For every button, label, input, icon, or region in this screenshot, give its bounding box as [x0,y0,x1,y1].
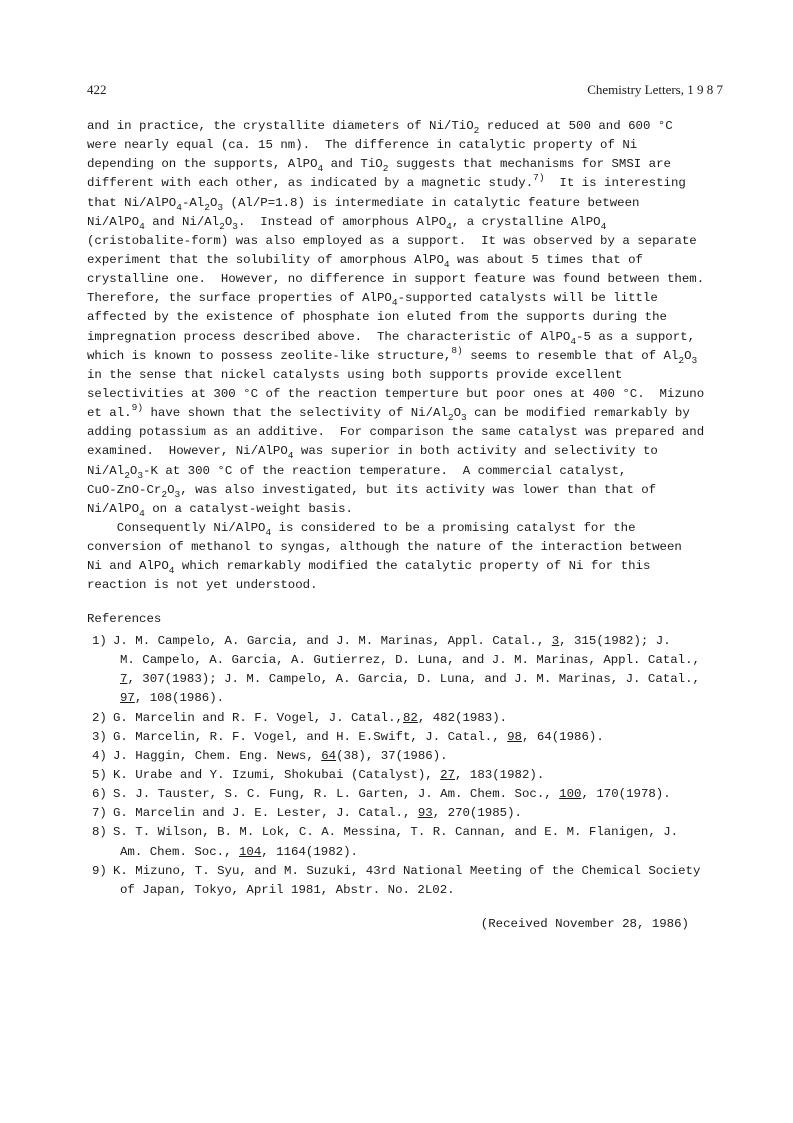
subscript: 3 [174,488,181,500]
text-line [87,136,727,155]
subscript: 3 [232,220,238,232]
citation-superscript: 7) [533,172,545,184]
reference-item [92,823,732,861]
reference-line [113,709,732,728]
references-heading: References [87,612,162,626]
text-line [87,500,727,519]
text-run: Ni/AlPO [87,214,140,229]
text-run: -K at 300 °C of the reaction temperature. A commercial catalyst, [143,463,627,478]
text-run: selectivities at 300 °C of the reaction temperture but poor ones at 400 °C. Mizuno [87,386,705,401]
subscript: 2 [219,220,225,232]
subscript: 4 [176,201,182,213]
text-run: O [453,406,462,421]
text-run: et al. [87,406,132,421]
subscript: 4 [446,220,452,232]
text-run: K. Urabe and Y. Izumi, Shokubai (Catalyst), [113,767,441,782]
text-run: that Ni/AlPO [87,195,177,210]
volume-number: 97 [120,691,135,706]
text-line [87,481,727,500]
text-line [87,538,727,557]
reference-item [92,804,732,823]
reference-number: 3) [92,729,107,744]
text-run: , 307(1983); J. M. Campelo, A. Garcia, D. Luna, and J. M. Marinas, J. Catal., [127,672,700,687]
text-run: J. M. Campelo, A. Garcia, and J. M. Marinas, Appl. Catal., [113,634,552,648]
text-line [87,251,727,270]
text-run: , 1164(1982). [261,844,358,859]
text-run: (Al/P=1.8) is intermediate in catalytic feature between [223,195,640,210]
reference-item [92,728,732,747]
text-run: CuO-ZnO-Cr [87,482,162,497]
text-line [87,404,727,423]
text-line [87,366,727,385]
text-run: S. J. Tauster, S. C. Fung, R. L. Garten, J. Am. Chem. Soc., [113,787,560,802]
subscript: 3 [137,469,144,481]
text-line [87,213,727,232]
subscript: 2 [473,125,480,136]
subscript: 4 [139,220,145,232]
text-run: was about 5 times that of [449,252,643,267]
text-run: crystalline one. However, no difference in support feature was found between them. [87,272,705,287]
text-run: which remarkably modified the catalytic property of Ni for this [174,559,651,574]
text-line [87,385,727,404]
subscript: 4 [287,450,294,462]
reference-number: 2) [92,710,107,725]
reference-line [113,651,732,670]
text-run: in the sense that nickel catalysts using both supports provide excellent [87,367,623,382]
text-run: S. T. Wilson, B. M. Lok, C. A. Messina, T. R. Cannan, and E. M. Flanigen, J. [113,825,679,840]
volume-number: 7 [120,672,128,687]
subscript: 4 [139,507,145,519]
text-run: depending on the supports, AlPO [87,157,318,172]
text-run: adding potassium as an additive. For comparison the same catalyst was prepared and [87,425,705,440]
subscript: 2 [447,412,454,424]
subscript: 4 [600,220,607,232]
reference-line [113,689,732,708]
text-run: , 482(1983). [417,710,508,725]
reference-item [92,862,732,900]
text-line [87,232,727,251]
text-run: M. Campelo, A. Garcia, A. Gutierrez, D. Luna, and J. M. Marinas, Appl. Catal., [120,653,700,668]
reference-item [92,766,732,785]
text-run: , 64(1986). [521,729,604,744]
reference-line [113,881,732,900]
text-run: Consequently Ni/AlPO [87,520,266,535]
text-run: -supported catalysts will be little [397,291,658,306]
text-run: and Ni/Al [144,214,220,229]
references-list [92,632,732,900]
subscript: 4 [317,163,324,175]
text-run: Am. Chem. Soc., [120,844,239,859]
text-run: have shown that the selectivity of Ni/Al [143,406,448,421]
reference-item [92,785,732,804]
reference-item [92,709,732,728]
text-run: , a crystalline AlPO [451,214,601,229]
text-run: (38), 37(1986). [336,748,448,763]
text-run: , 315(1982); J. [559,634,671,648]
text-line [87,308,727,327]
reference-number: 9) [92,863,107,878]
text-run: G. Marcelin and R. F. Vogel, J. Catal., [113,710,403,725]
text-run: conversion of methanol to syngas, although the nature of the interaction between [87,540,682,555]
text-run: , was also investigated, but its activity was lower than that of [180,482,657,497]
volume-number: 3 [551,634,560,648]
text-line [87,117,727,136]
text-run: , 108(1986). [134,691,225,706]
volume-number: 100 [559,787,582,802]
text-run: . Instead of amorphous AlPO [237,214,447,229]
reference-item [92,747,732,766]
reference-number: 8) [92,825,107,840]
text-run: It is interesting [544,176,686,191]
reference-line [113,843,732,862]
text-run: , 183(1982). [455,767,545,782]
text-run: O [167,482,175,497]
reference-number: 6) [92,787,107,802]
text-line [87,270,727,289]
text-run: impregnation process described above. The characteristic of AlPO [87,329,571,344]
text-line [87,328,727,347]
volume-number: 82 [403,710,418,725]
reference-line [113,766,732,785]
text-run: , 270(1985). [432,806,522,821]
text-run: is considered to be a promising catalyst for the [271,520,636,535]
paragraph-conclusion [87,519,727,596]
subscript: 2 [161,488,168,500]
subscript: 4 [391,297,398,309]
reference-item [92,632,732,709]
text-line [87,344,727,366]
text-run: of Japan, Tokyo, April 1981, Abstr. No. 2L02. [120,882,455,897]
text-line [87,557,727,576]
text-line [87,194,727,213]
page-number: 422 [87,82,107,97]
text-run: G. Marcelin and J. E. Lester, J. Catal., [113,806,418,821]
subscript: 2 [678,354,685,366]
received-date: (Received November 28, 1986) [480,917,689,931]
text-run: suggests that mechanisms for SMSI are [388,157,671,172]
text-line [87,423,727,442]
text-line [87,442,727,461]
volume-number: 93 [417,806,433,821]
text-run: J. Haggin, Chem. Eng. News, [113,748,322,763]
citation-superscript: 8) [451,344,463,356]
text-run: seems to resemble that of Al [462,348,679,363]
body-text [87,117,727,596]
subscript: 3 [217,201,224,213]
text-run: was superior in both activity and selectivity to [293,444,658,459]
text-run: affected by the existence of phosphate ion eluted from the supports during the [87,310,667,325]
volume-number: 98 [507,729,522,744]
text-run: O [129,463,138,478]
reference-line [113,862,732,881]
text-run: Therefore, the surface properties of AlPO [87,291,392,306]
journal-running-head: Chemistry Letters, 1 9 8 7 [587,82,723,97]
reference-line [113,823,732,842]
reference-line [113,670,732,689]
paragraph-discussion [87,117,727,519]
subscript: 4 [570,335,577,347]
text-run: examined. However, Ni/AlPO [87,444,288,459]
text-line [87,155,727,174]
text-run: (cristobalite-form) was also employed as a support. It was observed by a separate [87,233,697,248]
reference-line [113,804,732,823]
text-run: G. Marcelin, R. F. Vogel, and H. E.Swift, J. Catal., [113,729,508,744]
volume-number: 104 [238,844,262,859]
text-run: were nearly equal (ca. 15 nm). The difference in catalytic property of Ni [87,138,638,153]
text-run: reduced at 500 and 600 °C [479,119,673,133]
text-run: different with each other, as indicated by a magnetic study. [87,176,534,191]
text-run: on a catalyst-weight basis. [144,501,353,516]
text-run: O [224,214,233,229]
reference-line [113,747,732,766]
reference-number: 7) [92,806,107,821]
reference-number: 5) [92,767,107,782]
text-line [87,462,727,481]
text-run: Ni/Al [87,463,125,478]
subscript: 4 [265,526,272,538]
reference-number: 1) [92,634,107,648]
text-run: and in practice, the crystallite diameters of Ni/TiO [87,119,474,133]
text-run: Ni and AlPO [87,559,169,574]
text-run: , 170(1978). [581,787,671,802]
text-run: -5 as a support, [576,329,696,344]
volume-number: 27 [440,767,456,782]
text-run: -Al [181,195,205,210]
page-header [87,82,723,98]
reference-line [113,632,732,651]
subscript: 2 [204,201,210,213]
volume-number: 64 [321,748,337,763]
citation-superscript: 9) [131,402,144,414]
text-line [87,519,727,538]
text-run: O [209,195,218,210]
text-run: and TiO [323,157,383,172]
reference-line [113,785,732,804]
text-run: Ni/AlPO [87,501,140,516]
reference-number: 4) [92,748,107,763]
subscript: 2 [382,163,389,175]
text-run: can be modified remarkably by [466,406,690,421]
text-line [87,289,727,308]
text-line [87,576,727,595]
subscript: 3 [691,354,698,366]
text-run: reaction is not yet understood. [87,578,318,593]
text-run: which is known to possess zeolite-like structure, [87,348,452,363]
text-run: K. Mizuno, T. Syu, and M. Suzuki, 43rd National Meeting of the Chemical Society [113,863,701,878]
text-line [87,174,727,193]
subscript: 3 [461,412,467,424]
text-run: O [684,348,692,363]
subscript: 4 [443,258,450,270]
text-run: experiment that the solubility of amorphous AlPO [87,252,444,267]
reference-line [113,728,732,747]
subscript: 4 [168,565,175,577]
subscript: 2 [124,469,130,481]
